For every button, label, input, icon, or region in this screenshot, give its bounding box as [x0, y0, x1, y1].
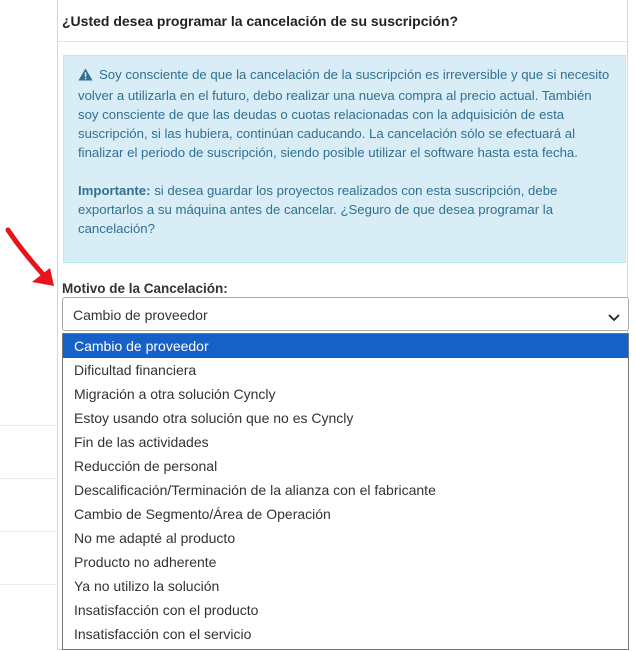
- cancellation-reason-select[interactable]: [62, 297, 629, 331]
- important-label: Importante:: [78, 183, 151, 198]
- reason-option[interactable]: Descalificación/Terminación de la alianza con el fabricante: [74, 482, 436, 498]
- dialog-title: ¿Usted desea programar la cancelación de su suscripción?: [62, 13, 459, 29]
- reason-options-list: [62, 333, 629, 650]
- reason-option[interactable]: Cambio de Segmento/Área de Operación: [74, 506, 331, 522]
- alert-text: Soy consciente de que la cancelación de la suscripción es irreversible y que si necesito volver a utilizarla en el futuro, debo realizar una nueva compra al precio actual. También soy consciente de que las deudas o cuotas relacionadas con la adquisición de esta suscripción, si las hubiera, continúan caducando. La cancelación sólo se efectuará al finalizar el periodo de suscripción, siendo posible utilizar el software hasta esta fecha.: [78, 67, 610, 160]
- reason-option[interactable]: Fin de las actividades: [74, 434, 209, 450]
- reason-option[interactable]: Migración a otra solución Cyncly: [74, 386, 276, 402]
- reason-option[interactable]: Estoy usando otra solución que no es Cyncly: [74, 410, 354, 426]
- dialog-header: [58, 0, 627, 42]
- reason-option[interactable]: Insatisfacción con el producto: [74, 602, 259, 618]
- warning-alert: [63, 55, 626, 263]
- background-divider: [0, 584, 57, 585]
- reason-option[interactable]: Reducción de personal: [74, 458, 218, 474]
- selected-reason: Cambio de proveedor: [73, 307, 208, 323]
- reason-option[interactable]: Producto no adherente: [74, 554, 217, 570]
- reason-option[interactable]: Insatisfacción con el servicio: [74, 626, 252, 642]
- important-text: si desea guardar los proyectos realizados con esta suscripción, debe exportarlos a su máquina antes de cancelar. ¿Seguro de que desea programar la cancelación?: [78, 183, 558, 236]
- alert-paragraph: [78, 65, 613, 162]
- red-arrow-icon: [0, 222, 64, 292]
- reason-option[interactable]: Dificultad financiera: [74, 362, 197, 378]
- chevron-down-icon: [608, 309, 620, 327]
- background-divider: [0, 425, 57, 426]
- background-divider: [0, 478, 57, 479]
- alert-important: [78, 181, 613, 238]
- reason-option[interactable]: Ya no utilizo la solución: [74, 578, 220, 594]
- cancellation-reason-label: Motivo de la Cancelación:: [62, 281, 228, 296]
- reason-option[interactable]: No me adapté al producto: [74, 530, 236, 546]
- background-divider: [0, 531, 57, 532]
- reason-option[interactable]: Cambio de proveedor: [63, 334, 628, 358]
- warning-triangle-icon: [78, 67, 93, 86]
- cancel-subscription-dialog: [57, 0, 628, 650]
